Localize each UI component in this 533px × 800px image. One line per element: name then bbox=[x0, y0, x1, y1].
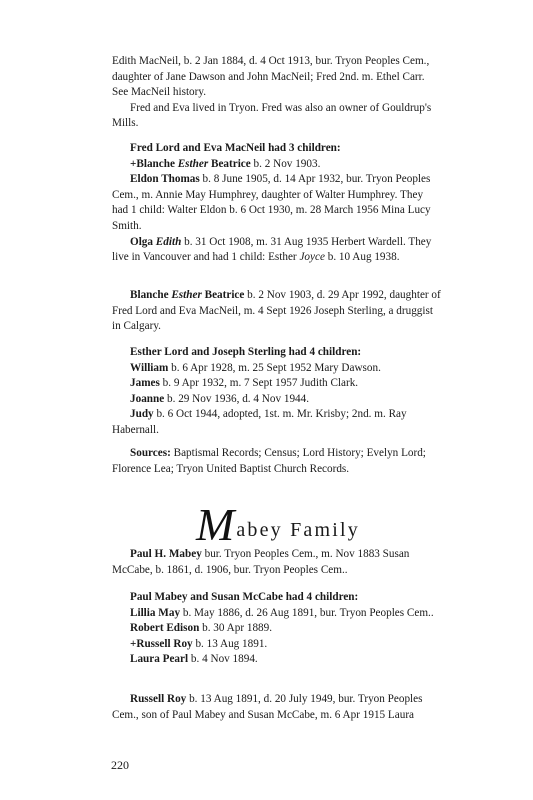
text-span: b. 13 Aug 1891, d. 20 July 1949, bur. Tryon Peoples bbox=[186, 693, 423, 705]
child-name: James bbox=[130, 377, 160, 390]
person-name: Paul H. Mabey bbox=[130, 548, 202, 560]
text-span: bur. Tryon Peoples Cem., m. Nov 1883 Susan bbox=[201, 548, 410, 560]
child-name: Olga bbox=[130, 235, 156, 248]
text-line: daughter of Jane Dawson and John MacNeil; Fred 2nd. m. Ethel Carr. bbox=[112, 70, 425, 83]
text-span: b. 10 Aug 1938. bbox=[324, 251, 400, 264]
family-heading bbox=[196, 492, 436, 548]
child-name: Robert Edison bbox=[130, 622, 200, 635]
child-name: William bbox=[130, 361, 169, 374]
text-line bbox=[112, 288, 472, 304]
text-line: Habernall. bbox=[112, 423, 159, 436]
heading-text: abey Family bbox=[236, 519, 360, 541]
child-name: Joanne bbox=[130, 392, 165, 405]
child-detail: b. 9 Apr 1932, m. 7 Sept 1957 Judith Clark. bbox=[159, 377, 359, 390]
child-name: Lillia May bbox=[130, 606, 181, 619]
paragraph-paul-mabey bbox=[112, 547, 472, 578]
list-item bbox=[112, 157, 472, 173]
text-span-italic: Joyce bbox=[299, 251, 325, 264]
person-name: Beatrice bbox=[201, 289, 245, 301]
text-line bbox=[112, 692, 472, 708]
children-heading: Esther Lord and Joseph Sterling had 4 children: bbox=[130, 346, 362, 358]
children-heading: Fred Lord and Eva MacNeil had 3 children: bbox=[130, 142, 341, 154]
child-detail: b. 30 Apr 1889. bbox=[199, 622, 273, 635]
list-item bbox=[112, 172, 472, 188]
child-detail: b. 2 Nov 1903. bbox=[250, 157, 321, 170]
text-line: Smith. bbox=[112, 219, 142, 232]
list-item bbox=[112, 621, 472, 637]
children-heading: Paul Mabey and Susan McCabe had 4 children: bbox=[130, 591, 359, 603]
text-line bbox=[112, 446, 472, 462]
child-name-italic: Esther bbox=[177, 157, 209, 170]
child-detail: b. 6 Oct 1944, adopted, 1st. m. Mr. Krisby; 2nd. m. Ray bbox=[153, 408, 407, 421]
list-item bbox=[112, 606, 472, 622]
text-line bbox=[112, 250, 472, 266]
child-detail: b. 13 Aug 1891. bbox=[192, 637, 268, 650]
child-detail: b. 6 Apr 1928, m. 25 Sept 1952 Mary Dawson. bbox=[168, 361, 381, 374]
sources-paragraph bbox=[112, 446, 472, 477]
list-item bbox=[112, 235, 472, 251]
text-span: live in Vancouver and had 1 child: Esther bbox=[112, 251, 300, 264]
text-line: in Calgary. bbox=[112, 320, 161, 333]
child-name: +Blanche bbox=[130, 157, 178, 170]
text-line: McCabe, b. 1861, d. 1906, bur. Tryon Peoples Cem.. bbox=[112, 563, 348, 576]
sources-label: Sources: bbox=[130, 447, 171, 459]
person-name-italic: Esther bbox=[171, 289, 202, 301]
child-name: Eldon Thomas bbox=[130, 173, 200, 186]
child-name: Beatrice bbox=[208, 157, 251, 170]
child-name: +Russell Roy bbox=[130, 637, 193, 650]
child-detail: b. 4 Nov 1894. bbox=[188, 653, 258, 666]
heading-initial: M bbox=[196, 499, 235, 550]
text-line: Cem., son of Paul Mabey and Susan McCabe, m. 6 Apr 1915 Laura bbox=[112, 708, 415, 721]
text-span: b. 2 Nov 1903, d. 29 Apr 1992, daughter of bbox=[244, 289, 441, 301]
child-detail: b. 31 Oct 1908, m. 31 Aug 1935 Herbert Wardell. They bbox=[181, 235, 432, 248]
text-line: Cem., m. Annie May Humphrey, daughter of Walter Humphrey. They bbox=[112, 188, 424, 201]
text-line: Mills. bbox=[112, 117, 139, 130]
child-detail: b. May 1886, d. 26 Aug 1891, bur. Tryon Peoples Cem.. bbox=[180, 606, 434, 619]
children-list-fred-eva bbox=[112, 141, 472, 266]
text-line bbox=[112, 547, 472, 563]
children-list-paul-susan bbox=[112, 590, 472, 668]
text-line: Florence Lea; Tryon United Baptist Church Records. bbox=[112, 462, 350, 475]
child-detail: b. 29 Nov 1936, d. 4 Nov 1944. bbox=[164, 392, 310, 405]
text-line: had 1 child: Walter Eldon b. 6 Oct 1930, m. 28 March 1956 Mina Lucy bbox=[112, 204, 431, 217]
list-item bbox=[112, 407, 472, 423]
list-item bbox=[112, 376, 472, 392]
text-line: Edith MacNeil, b. 2 Jan 1884, d. 4 Oct 1913, bur. Tryon Peoples Cem., bbox=[112, 55, 430, 67]
child-name: Laura Pearl bbox=[130, 653, 189, 666]
person-name: Blanche bbox=[130, 289, 172, 301]
list-item bbox=[112, 652, 472, 668]
text-line: Fred Lord and Eva MacNeil, m. 4 Sept 1926 Joseph Sterling, a druggist bbox=[112, 304, 433, 317]
children-list-esther-joseph bbox=[112, 345, 472, 439]
list-item bbox=[112, 637, 472, 653]
paragraph-edith-macneil bbox=[112, 54, 472, 132]
list-item bbox=[112, 392, 472, 408]
person-name: Russell Roy bbox=[130, 693, 187, 705]
child-name-italic: Edith bbox=[155, 235, 182, 248]
text-line: Fred and Eva lived in Tryon. Fred was also an owner of Gouldrup's bbox=[130, 101, 432, 114]
page-number: 220 bbox=[111, 758, 129, 772]
text-line: See MacNeil history. bbox=[112, 86, 207, 99]
list-item bbox=[112, 361, 472, 377]
child-name: Judy bbox=[130, 408, 154, 421]
paragraph-russell-roy bbox=[112, 692, 472, 723]
text-span: Baptismal Records; Census; Lord History; Evelyn Lord; bbox=[170, 447, 426, 459]
paragraph-blanche bbox=[112, 288, 472, 335]
child-detail: b. 8 June 1905, d. 14 Apr 1932, bur. Tryon Peoples bbox=[199, 173, 431, 186]
